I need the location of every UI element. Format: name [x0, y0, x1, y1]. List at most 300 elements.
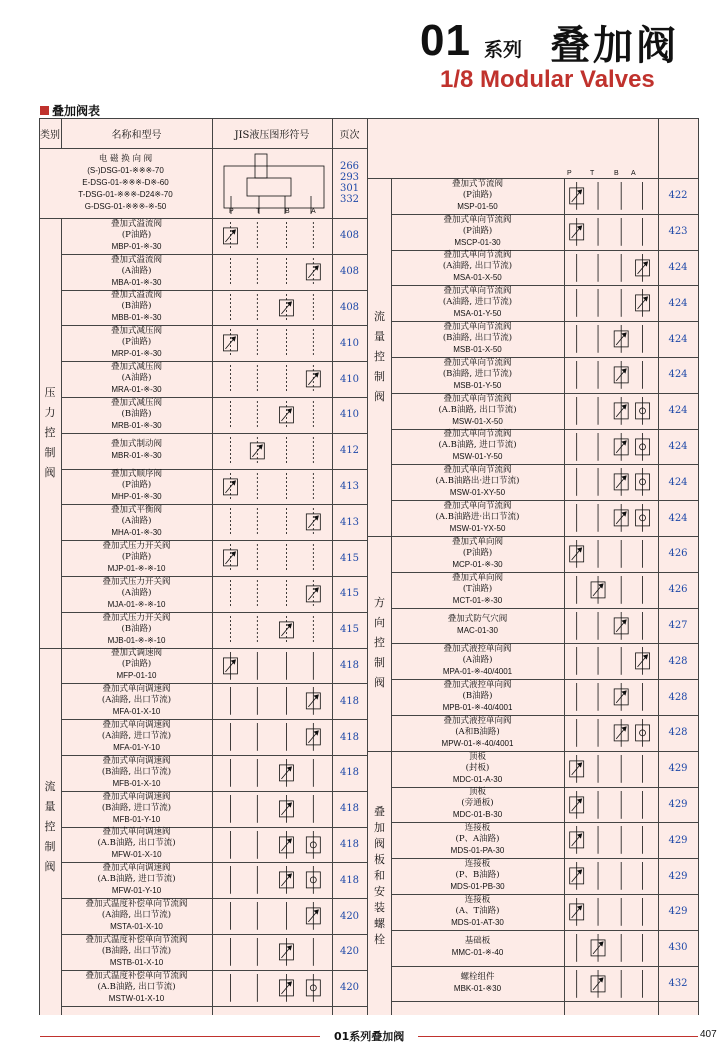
- top-row-page: 293: [339, 172, 360, 183]
- right-row-page: [658, 858, 698, 894]
- valve-symbol-icon: [566, 896, 655, 928]
- right-row-model: MPW-01-※-40/4001: [441, 738, 514, 748]
- left-row-page: [332, 325, 367, 361]
- right-row-page-text: 424: [668, 369, 688, 381]
- left-row-name-line: 叠加式制动阀: [110, 439, 162, 450]
- right-row-page-text: 429: [668, 834, 688, 846]
- left-row-name-line: 叠加式单向调速阀: [102, 791, 171, 802]
- valve-symbol-icon: [217, 578, 329, 610]
- left-category-char: 控: [44, 819, 56, 833]
- left-row-name: [61, 361, 212, 397]
- top-port-label: B: [285, 208, 290, 215]
- grid-column-rule: [698, 118, 699, 1015]
- right-row-name: [391, 285, 564, 321]
- right-row-name-line: 基础板: [464, 936, 491, 947]
- top-port-label: P: [229, 208, 234, 215]
- right-row-model: MSB-01-Y-50: [453, 380, 502, 390]
- right-row-name-line: (A.B油路, 出口节流): [438, 404, 517, 415]
- right-category-direction: [368, 536, 391, 751]
- right-row-name-line: (B油路, 出口节流): [442, 333, 513, 344]
- left-row-model: MBA-01-※-30: [111, 277, 162, 287]
- left-row-page-text: 420: [339, 910, 360, 922]
- left-row-rule: [61, 1006, 368, 1007]
- left-row-model: MRB-01-※-30: [111, 420, 162, 430]
- left-category-char: 控: [44, 425, 56, 439]
- right-row-name-line: (A、T油路): [455, 905, 500, 916]
- left-row-model: MBB-01-※-30: [111, 313, 162, 323]
- right-row-name: [391, 464, 564, 500]
- left-row-name-line: (A.B油路, 出口节流): [97, 838, 176, 849]
- grid-column-rule: [367, 118, 368, 1015]
- valve-symbol-icon: [217, 542, 329, 574]
- right-row-model: MCP-01-※-30: [452, 559, 503, 569]
- right-row-model: MPA-01-※-40/4001: [442, 667, 513, 677]
- left-row-name-line: 叠加式单向调速阀: [102, 755, 171, 766]
- right-row-name: [391, 321, 564, 357]
- valve-symbol-icon: [217, 363, 329, 395]
- right-row-page: [658, 822, 698, 858]
- right-row-name-line: 顶板: [468, 787, 486, 798]
- header-series-number: 01: [420, 16, 471, 65]
- right-row-model: MCT-01-※-30: [452, 595, 503, 605]
- left-row-name-line: (P油路): [121, 337, 152, 348]
- right-port-label: T: [590, 170, 595, 177]
- column-header-name: [61, 118, 212, 148]
- left-row-page-text: 418: [339, 874, 360, 886]
- right-category-char: 量: [374, 330, 385, 343]
- right-row-name-line: 叠加式单向节流阀: [443, 214, 512, 225]
- left-row-model: MRA-01-※-30: [111, 385, 162, 395]
- valve-symbol-icon: [217, 399, 329, 431]
- left-category-char: 阀: [44, 859, 56, 873]
- left-row-name-line: 叠加式调速阀: [110, 648, 162, 659]
- right-row-page: [658, 751, 698, 787]
- right-row-page: [658, 464, 698, 500]
- valve-symbol-icon: [217, 757, 329, 789]
- right-row-page: [658, 321, 698, 357]
- right-row-page-text: 424: [668, 440, 688, 452]
- right-row-model: MDS-01-PA-30: [450, 846, 505, 856]
- left-row-model: MFA-01-X-10: [112, 707, 161, 717]
- right-row-name-line: (P油路): [462, 189, 493, 200]
- right-row-page-text: 428: [668, 691, 688, 703]
- right-row-name-line: 叠加式单向节流阀: [443, 393, 512, 404]
- valve-symbol-icon: [566, 216, 655, 248]
- left-row-model: MHP-01-※-30: [111, 492, 162, 502]
- left-row-name: [61, 254, 212, 290]
- right-row-page: [658, 966, 698, 1002]
- right-row-model: MSW-01-Y-50: [452, 452, 503, 462]
- right-row-model: MSA-01-Y-50: [453, 309, 502, 319]
- right-row-name-line: 叠加式单向节流阀: [443, 501, 512, 512]
- top-row-name: [39, 148, 212, 218]
- right-row-name-line: (A油路): [462, 655, 493, 666]
- right-category-char: 流: [374, 310, 385, 323]
- right-row-name-line: (A.B油路, 进口节流): [438, 440, 517, 451]
- right-row-model: MDC-01-B-30: [452, 810, 503, 820]
- right-category-char: 加: [374, 821, 385, 835]
- valve-symbol-icon: [566, 252, 655, 284]
- right-row-name-line: (封板): [465, 762, 490, 773]
- valve-symbol-icon: [566, 860, 655, 892]
- header-series-suffix: 系列: [484, 39, 523, 61]
- right-row-model: MSB-01-X-50: [453, 345, 502, 355]
- right-row-model: MDS-01-AT-30: [451, 917, 504, 927]
- left-row-name-line: (A.B油路, 进口节流): [97, 874, 176, 885]
- right-category-plates: [368, 751, 391, 1002]
- left-row-page-text: 408: [339, 230, 360, 242]
- left-row-page: [332, 433, 367, 469]
- left-row-name-line: 叠加式温度补偿单向节流阀: [85, 970, 188, 981]
- left-row-name-line: (A油路, 进口节流): [101, 731, 172, 742]
- valve-symbol-icon: [566, 502, 655, 534]
- left-row-page: [332, 254, 367, 290]
- left-row-name-line: 叠加式减压阀: [110, 397, 162, 408]
- left-row-name-line: (B油路): [121, 408, 152, 419]
- right-row-name-line: 叠加式液控单向阀: [443, 715, 512, 726]
- left-row-page: [332, 504, 367, 540]
- valve-symbol-icon: [217, 256, 329, 288]
- right-row-page: [658, 178, 698, 214]
- valve-symbol-icon: [217, 327, 329, 359]
- left-row-name: [61, 934, 212, 970]
- left-row-name-line: 叠加式单向调速阀: [102, 684, 171, 695]
- left-row-model: MFA-01-Y-10: [113, 743, 160, 753]
- left-row-model: MFW-01-Y-10: [111, 886, 162, 896]
- left-row-page-text: 408: [339, 266, 360, 278]
- left-row-name: [61, 683, 212, 719]
- left-row-page: [332, 970, 367, 1006]
- right-row-name-line: 叠加式单向阀: [451, 536, 503, 547]
- left-row-name: [61, 755, 212, 791]
- grid-column-rule: [61, 118, 62, 148]
- left-row-name-line: (P油路): [121, 480, 152, 491]
- valve-symbol-icon: [217, 435, 329, 467]
- right-row-model: MAC-01-30: [457, 625, 498, 635]
- left-row-page-text: 408: [339, 301, 360, 313]
- right-row-name-line: 叠加式单向阀: [451, 572, 503, 583]
- right-row-page-text: 430: [668, 942, 688, 954]
- right-row-page: [658, 572, 698, 608]
- column-header-category: [39, 118, 61, 148]
- left-row-page-text: 420: [339, 982, 360, 994]
- right-row-page: [658, 787, 698, 823]
- right-row-name: [391, 393, 564, 429]
- valve-symbol-icon: [566, 932, 655, 964]
- section-title: [40, 102, 100, 119]
- right-row-model: MSW-01-YX-50: [449, 524, 506, 534]
- right-row-name: [391, 536, 564, 572]
- right-category-char: 螺: [374, 917, 385, 931]
- right-row-name-line: 叠加式单向节流阀: [443, 357, 512, 368]
- grid-column-rule: [332, 118, 333, 1015]
- left-row-model: MBR-01-※-30: [111, 451, 162, 461]
- left-row-name-line: 叠加式顺序阀: [110, 469, 162, 480]
- left-row-page: [332, 469, 367, 505]
- right-row-name-line: (P油路): [462, 547, 493, 558]
- grid-column-rule: [61, 218, 62, 1015]
- valve-symbol-icon: [566, 323, 655, 355]
- valve-symbol-icon: [566, 287, 655, 319]
- right-category-char: 栓: [374, 933, 385, 947]
- right-category-char: 阀: [374, 676, 385, 690]
- left-row-name: [61, 898, 212, 934]
- right-row-model: MSCP-01-30: [454, 237, 501, 247]
- left-row-name-line: (A油路, 出口节流): [101, 910, 172, 921]
- left-row-name-line: 叠加式溢流阀: [110, 254, 162, 265]
- left-row-name-line: 叠加式单向调速阀: [102, 827, 171, 838]
- right-row-page-text: 424: [668, 512, 688, 524]
- left-row-page-text: 418: [339, 803, 360, 815]
- valve-symbol-icon: [566, 359, 655, 391]
- valve-symbol-icon: [566, 180, 655, 212]
- right-row-page: [658, 393, 698, 429]
- right-row-name: [391, 643, 564, 679]
- right-row-page: [658, 715, 698, 751]
- left-row-model: MHA-01-※-30: [111, 528, 162, 538]
- right-row-name: [391, 930, 564, 966]
- left-row-name: [61, 862, 212, 898]
- left-row-name-line: (P油路): [121, 659, 152, 670]
- top-row-page: 301: [339, 183, 360, 194]
- right-category-char: 和: [374, 869, 385, 883]
- left-row-page-text: 410: [339, 409, 360, 421]
- right-row-page: [658, 214, 698, 250]
- left-row-name-line: (A油路): [121, 265, 152, 276]
- right-row-model: MMC-01-※-40: [451, 948, 504, 958]
- right-row-name-line: 叠加式液控单向阀: [443, 644, 512, 655]
- right-category-char: 安: [374, 885, 385, 899]
- left-row-name-line: 叠加式压力开关阀: [102, 612, 171, 623]
- left-row-name-line: (B油路, 出口节流): [101, 945, 172, 956]
- right-row-name-line: (A油路, 进口节流): [442, 297, 513, 308]
- right-row-name: [391, 751, 564, 787]
- right-row-name-line: (T油路): [462, 583, 493, 594]
- left-row-name-line: (A油路): [121, 373, 152, 384]
- valve-symbol-icon: [217, 900, 329, 932]
- left-category-char: 压: [44, 385, 56, 399]
- right-row-page: [658, 429, 698, 465]
- valve-symbol-icon: [217, 650, 329, 682]
- left-row-name-line: 叠加式减压阀: [110, 326, 162, 337]
- left-row-name: [61, 970, 212, 1006]
- left-row-page: [332, 397, 367, 433]
- left-row-name-line: (P油路): [121, 552, 152, 563]
- right-row-name: [391, 858, 564, 894]
- right-row-page: [658, 500, 698, 536]
- right-row-page-text: 424: [668, 333, 688, 345]
- grid-column-rule: [658, 118, 659, 1015]
- right-category-char: 阀: [374, 837, 385, 851]
- top-port-label: T: [256, 208, 261, 215]
- right-row-name-line: (P油路): [462, 225, 493, 236]
- right-row-name-line: 叠加式单向节流阀: [443, 429, 512, 440]
- valve-symbol-icon: [566, 395, 655, 427]
- left-row-page: [332, 361, 367, 397]
- valve-symbol-icon: [566, 717, 655, 749]
- valve-symbol-icon: [566, 466, 655, 498]
- left-row-name-line: 叠加式溢流阀: [110, 290, 162, 301]
- right-port-label: P: [567, 170, 572, 177]
- right-row-page-text: 428: [668, 727, 688, 739]
- top-row-model: T-DSG-01-※※※-D24※-70: [78, 189, 173, 199]
- right-row-page-text: 424: [668, 261, 688, 273]
- valve-symbol-icon: [566, 968, 655, 1000]
- left-category-char: 制: [44, 445, 56, 459]
- right-row-name-line: 螺栓组件: [460, 971, 495, 982]
- left-row-page: [332, 683, 367, 719]
- right-row-name-line: 叠加式单向节流阀: [443, 465, 512, 476]
- valve-symbol-icon: [217, 292, 329, 324]
- left-row-page: [332, 755, 367, 791]
- valve-symbol-icon: [566, 610, 655, 642]
- right-row-page-text: 422: [668, 190, 688, 202]
- right-category-char: 方: [374, 596, 385, 610]
- top-row-page: 332: [339, 194, 360, 205]
- grid-column-rule: [564, 178, 565, 1015]
- valve-symbol-icon: [566, 789, 655, 821]
- left-row-page-text: 415: [339, 552, 360, 564]
- left-row-model: MSTW-01-X-10: [108, 993, 165, 1003]
- left-row-model: MSTA-01-X-10: [110, 922, 163, 932]
- right-category-char: 控: [374, 636, 385, 650]
- left-row-page-text: 410: [339, 373, 360, 385]
- right-row-model: MDC-01-A-30: [452, 774, 503, 784]
- left-row-name: [61, 433, 212, 469]
- right-category-char: 阀: [374, 390, 385, 403]
- right-row-name-line: 连接板: [464, 823, 491, 834]
- left-row-name-line: (A油路, 出口节流): [101, 695, 172, 706]
- left-category-char: 力: [44, 405, 56, 419]
- left-row-name: [61, 218, 212, 254]
- left-row-name: [61, 612, 212, 648]
- right-row-page: [658, 608, 698, 644]
- left-row-name-line: (B油路): [121, 301, 152, 312]
- top-row-model: (S-)DSG-01-※※※-70: [87, 165, 164, 175]
- right-row-model: MBK-01-※30: [453, 983, 502, 993]
- top-row-page: 266: [339, 161, 360, 172]
- right-row-name-line: 连接板: [464, 859, 491, 870]
- left-row-page-text: 412: [339, 445, 360, 457]
- right-row-page-text: 424: [668, 297, 688, 309]
- left-row-page-text: 410: [339, 337, 360, 349]
- right-row-page-text: 426: [668, 548, 688, 560]
- right-row-name-line: (B油路): [462, 691, 493, 702]
- right-row-page: [658, 894, 698, 930]
- right-row-page: [658, 250, 698, 286]
- left-row-model: MJA-01-※-※-10: [107, 599, 166, 609]
- left-row-name-line: 叠加式温度补偿单向节流阀: [85, 899, 188, 910]
- solenoid-valve-symbol-icon: [219, 150, 329, 216]
- left-row-name: [61, 791, 212, 827]
- right-row-model: MSW-01-XY-50: [449, 488, 506, 498]
- left-row-model: MFW-01-X-10: [111, 850, 162, 860]
- left-row-model: MRP-01-※-30: [111, 349, 162, 359]
- left-row-name: [61, 827, 212, 863]
- right-row-name-line: 叠加式液控单向阀: [443, 680, 512, 691]
- right-row-page: [658, 285, 698, 321]
- left-row-name: [61, 290, 212, 326]
- right-row-model: MSP-01-50: [457, 201, 498, 211]
- left-row-name-line: 叠加式单向调速阀: [102, 720, 171, 731]
- valve-symbol-icon: [217, 972, 329, 1004]
- left-row-name: [61, 325, 212, 361]
- right-row-page-text: 424: [668, 405, 688, 417]
- left-category-char: 阀: [44, 465, 56, 479]
- left-row-name-line: (A.B油路, 出口节流): [97, 981, 176, 992]
- top-port-label: A: [311, 208, 316, 215]
- left-row-page: [332, 898, 367, 934]
- left-row-page: [332, 648, 367, 684]
- column-header-name-text: 名称和型号: [111, 129, 162, 141]
- left-row-page-text: 413: [339, 480, 360, 492]
- left-row-name: [61, 576, 212, 612]
- column-header-symbol-text: JIS液压图形符号: [234, 129, 310, 141]
- grid-column-rule: [212, 118, 213, 1015]
- right-row-page-text: 429: [668, 906, 688, 918]
- right-category-char: 板: [374, 853, 385, 867]
- valve-symbol-icon: [566, 538, 655, 570]
- top-row-model: E-DSG-01-※※※-D※-60: [82, 177, 169, 187]
- right-row-name-line: 叠加式防气穴阀: [447, 613, 508, 624]
- valve-symbol-icon: [217, 685, 329, 717]
- right-row-name: [391, 214, 564, 250]
- column-header-page: [332, 118, 367, 148]
- right-row-name-line: 叠加式单向节流阀: [443, 286, 512, 297]
- valve-symbol-icon: [217, 829, 329, 861]
- left-row-name-line: 叠加式单向调速阀: [102, 863, 171, 874]
- valve-symbol-icon: [566, 824, 655, 856]
- right-row-name-line: (A.B油路出·进口节流): [435, 476, 520, 487]
- left-row-name: [61, 397, 212, 433]
- top-row-title: 电 磁 换 向 阀: [98, 153, 153, 164]
- footer-rule-left: [40, 1036, 320, 1037]
- right-category-flow: [368, 178, 391, 536]
- section-title-text: 叠加阀表: [52, 104, 101, 118]
- right-row-name-line: (P、A油路): [455, 834, 500, 845]
- left-row-page: [332, 862, 367, 898]
- left-row-model: MJP-01-※-※-10: [107, 564, 166, 574]
- valve-symbol-icon: [566, 574, 655, 606]
- left-row-name-line: 叠加式压力开关阀: [102, 541, 171, 552]
- left-row-model: MBP-01-※-30: [111, 241, 162, 251]
- right-category-char: 向: [374, 616, 385, 630]
- right-row-page-text: 429: [668, 798, 688, 810]
- right-row-name-line: (P、B油路): [455, 870, 500, 881]
- left-row-page-text: 418: [339, 838, 360, 850]
- valve-symbol-icon: [217, 614, 329, 646]
- column-header-symbol: [212, 118, 332, 148]
- left-row-page-text: 418: [339, 695, 360, 707]
- right-row-page-text: 424: [668, 476, 688, 488]
- left-row-page-text: 413: [339, 516, 360, 528]
- left-row-name-line: (B油路, 出口节流): [101, 766, 172, 777]
- right-category-char: 控: [374, 350, 385, 363]
- left-category-flow: [39, 648, 61, 1006]
- right-row-name: [391, 679, 564, 715]
- right-row-name: [391, 178, 564, 214]
- left-row-name-line: (P油路): [121, 229, 152, 240]
- section-marker-icon: [40, 106, 49, 115]
- top-row-pages: [332, 148, 367, 218]
- left-category-char: 制: [44, 839, 56, 853]
- left-row-page: [332, 218, 367, 254]
- footer-page-number: 407: [700, 1029, 717, 1040]
- right-row-rule: [391, 1001, 698, 1002]
- left-row-model: MFB-01-X-10: [112, 778, 161, 788]
- right-row-model: MPB-01-※-40/4001: [442, 703, 513, 713]
- left-row-model: MFB-01-Y-10: [112, 814, 161, 824]
